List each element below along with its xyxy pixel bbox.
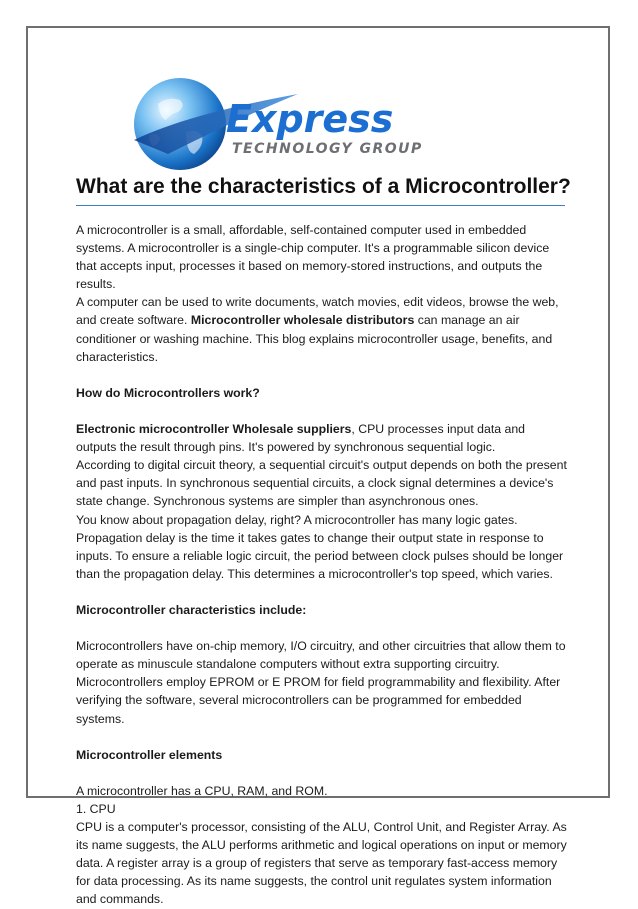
section-heading-elements: Microcontroller elements xyxy=(76,747,223,762)
page-title: What are the characteristics of a Microcontroller? xyxy=(76,175,571,198)
section2-paragraph-2: Microcontrollers employ EPROM or E PROM for field programmability and flexibility. After verifying the software, several microcontrollers can be programmed for embedded systems. xyxy=(76,675,561,726)
section-heading-characteristics: Microcontroller characteristics include: xyxy=(76,602,307,617)
section3-paragraph-2: CPU is a computer's processor, consisting of the ALU, Control Unit, and Register Array. As its name suggests, the ALU performs arithmetic and logical operations on input or memory data. A register array is a group of registers that serve as temporary fast-access memory for data processing. As its name suggests, the control unit regulates system information and commands. xyxy=(76,820,567,907)
intro-bold-phrase: Microcontroller wholesale distributors xyxy=(190,313,415,328)
intro-paragraph-2 xyxy=(76,293,568,365)
company-logo xyxy=(128,74,428,178)
intro-text-after: can manage an air conditioner or washing machine. This blog explains microcontroller usage, benefits, and characteristics. xyxy=(76,313,553,364)
article-body xyxy=(76,221,568,909)
logo-wordmark: Express xyxy=(226,97,394,141)
intro-text-before: A computer can be used to write documents, watch movies, edit videos, browse the web, and create software. xyxy=(76,295,559,328)
section3-paragraph-1: A microcontroller has a CPU, RAM, and ROM. xyxy=(76,783,328,798)
section1-bold-phrase: Electronic microcontroller Wholesale suppliers xyxy=(76,422,352,437)
section2-paragraph-1: Microcontrollers have on-chip memory, I/O circuitry, and other circuitries that allow them to operate as minuscule standalone computers without extra supporting circuitry. xyxy=(76,639,566,672)
logo-tagline: TECHNOLOGY GROUP xyxy=(232,141,423,157)
section1-paragraph-2: According to digital circuit theory, a sequential circuit's output depends on both the present and past inputs. In synchronous sequential circuits, a clock signal determines a device's state change. Synchronous systems are simpler than asynchronous ones. xyxy=(76,458,567,509)
globe-logo-icon xyxy=(128,74,428,178)
title-underline xyxy=(76,205,565,206)
section-heading-how-it-works: How do Microcontrollers work? xyxy=(76,385,260,400)
section1-text-after: , CPU processes input data and outputs the result through pins. It's powered by synchronous sequential logic. xyxy=(76,422,526,455)
section3-list-item-cpu: 1. CPU xyxy=(76,802,116,816)
section1-paragraph-3: You know about propagation delay, right? A microcontroller has many logic gates. Propagation delay is the time it takes gates to change their output state in response to inputs. To ensure a reliable logic circuit, the period between clock pulses should be longer than the propagation delay. This determines a microcontroller's top speed, which varies. xyxy=(76,512,564,581)
intro-paragraph-1: A microcontroller is a small, affordable, self-contained computer used in embedded systems. A microcontroller is a single-chip computer. It's a programmable silicon device that accepts input, processes it based on memory-stored instructions, and outputs the results. xyxy=(76,223,550,292)
section1-paragraph-1 xyxy=(76,420,568,456)
